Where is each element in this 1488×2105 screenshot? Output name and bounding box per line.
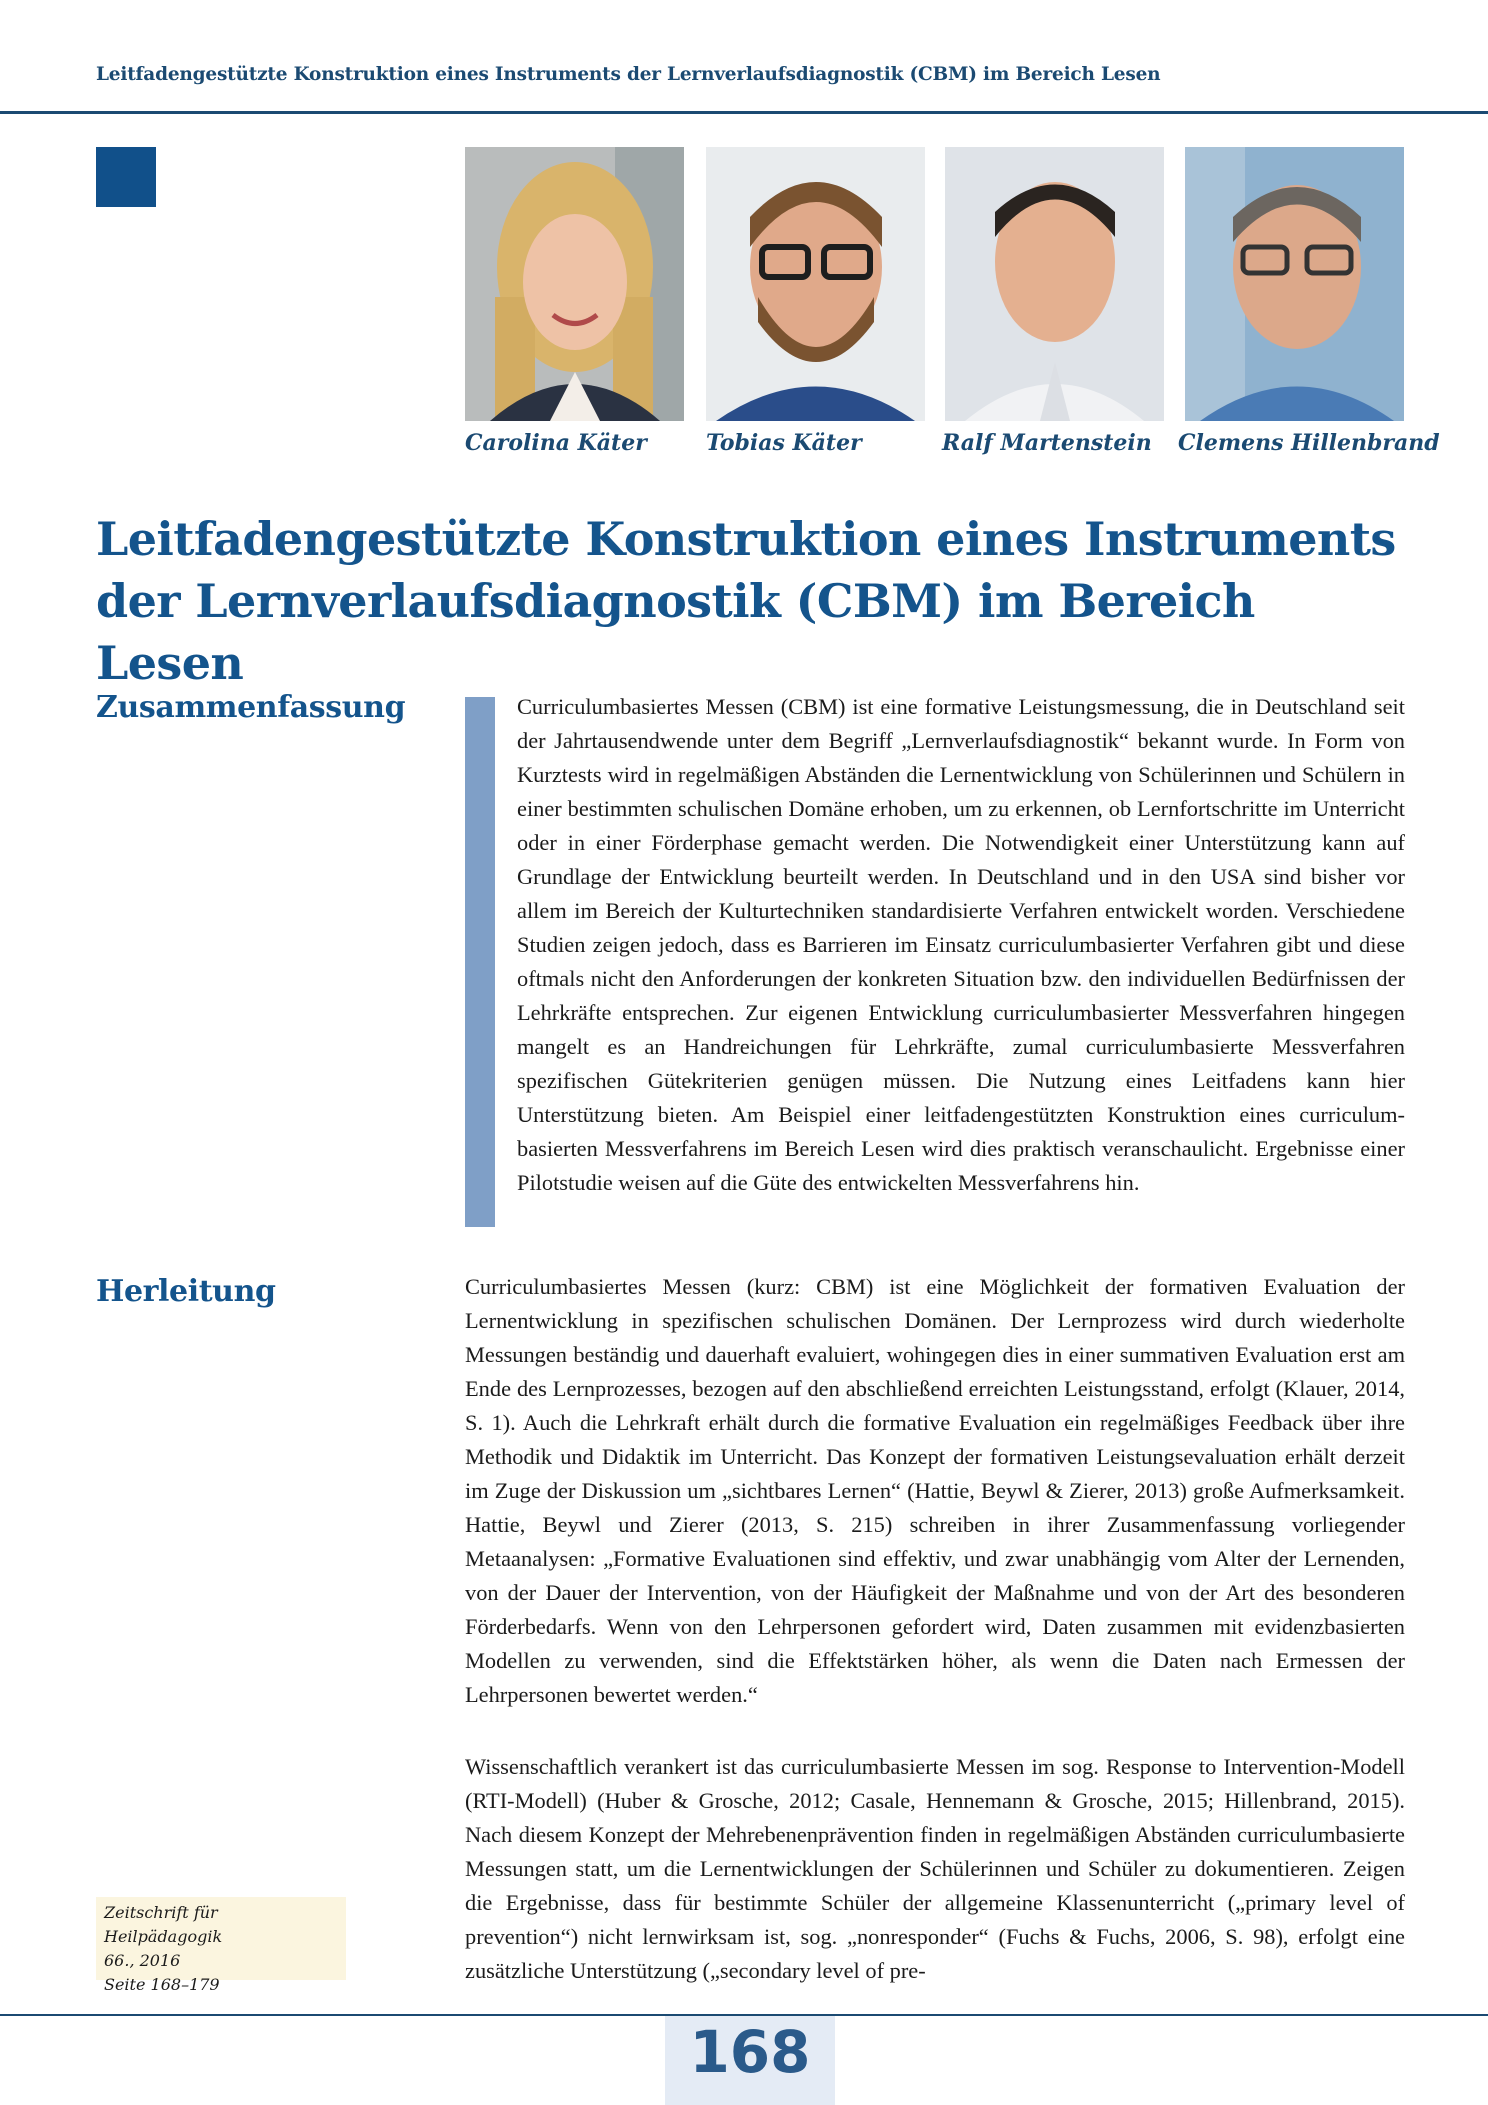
header-rule: [0, 111, 1488, 114]
article-title: [96, 508, 1416, 694]
author-photo-1: [465, 147, 684, 421]
abstract-text: Curriculumbasiertes Messen (CBM) ist eine formative Leistungsmessung, die in Deutschland seit der Jahrtausendwende unter dem Begriff „Lernverlaufsdiagnostik“ bekannt wurde. In Form von Kurztests wird in regelmäßigen Abständen die Lernentwicklung von Schülerinnen und Schülern in einer bestimmten schulischen Domäne erhoben, um zu erkennen, ob Lernfortschritte im Unterricht oder in einer Förderphase gemacht werden. Die Notwendigkeit einer Unterstützung kann auf Grundlage der Entwicklung beurteilt werden. In Deutschland und in den USA sind bisher vor allem im Bereich der Kulturtechniken standardisierte Verfahren entwickelt worden. Verschiedene Studien zeigen jedoch, dass es Barrieren im Einsatz curriculumbasierter Verfahren gibt und diese oftmals nicht den Anforderungen der konkreten Situation bzw. den individuellen Bedürfnissen der Lehrkräfte entsprechen. Zur eigenen Entwicklung curriculumbasierter Messverfahren hingegen mangelt es an Handreichungen für Lehrkräfte, zumal curriculumbasierte Messverfahren spezifischen Gütekriterien genügen müssen. Die Nutzung eines Leitfadens kann hier Unterstützung bieten. Am Beispiel einer leitfadengestützten Konstruktion eines curriculumbasierten Messverfahrens im Bereich Lesen wird dies praktisch veranschaulicht. Ergebnisse einer Pilotstudie weisen auf die Güte des entwickelten Messverfahrens hin.: [517, 694, 1405, 1195]
author-name-4: Clemens Hillenbrand: [1178, 430, 1440, 456]
running-title: Leitfadengestützte Konstruktion eines Instruments der Lernverlaufsdiagnostik (CBM) im Bereich Lesen: [96, 64, 1161, 85]
page-number: 168: [689, 2018, 811, 2086]
journal-volume: 66., 2016: [104, 1951, 181, 1970]
decorative-square: [96, 147, 156, 207]
journal-name: Zeitschrift für Heilpädagogik: [104, 1903, 223, 1946]
body-paragraph-1: Curriculumbasiertes Messen (kurz: CBM) ist eine Möglichkeit der formativen Evaluation der Lernentwicklung in spezifischen schulischen Domänen. Der Lernprozess wird durch wiederholte Messungen beständig und dauerhaft evaluiert, wohingegen dies in einer summativen Evaluation erst am Ende des Lernprozesses, bezogen auf den abschließend erreichten Leistungsstand, erfolgt (Klauer, 2014, S. 1). Auch die Lehrkraft erhält durch die formative Evaluation ein regelmäßiges Feedback über ihre Methodik und Didaktik im Unterricht. Das Konzept der formativen Leistungsevaluation erhält derzeit im Zuge der Diskussion um „sichtbares Lernen“ (Hattie, Beywl & Zierer, 2013) große Aufmerksamkeit. Hattie, Beywl und Zierer (2013, S. 215) schreiben in ihrer Zusammenfassung vorliegender Metaanalysen: „Formative Evaluationen sind effektiv, und zwar unabhängig vom Alter der Lernenden, von der Dauer der Intervention, von der Häufigkeit der Maßnahme und von der Art des besonderen Förderbedarfs. Wenn von den Lehrpersonen gefordert wird, Daten zusammen mit evidenzbasierten Modellen zu verwenden, sind die Effektstärken höher, als wenn die Daten nach Ermessen der Lehrpersonen bewertet werden.“: [465, 1274, 1405, 1707]
article-title-line1: Leitfadengestützte Konstruktion eines Instruments: [96, 512, 1396, 566]
section-heading-herleitung: Herleitung: [96, 1274, 276, 1309]
author-name-1: Carolina Käter: [465, 430, 647, 456]
author-photo-4: [1185, 147, 1404, 421]
author-photo-2: [706, 147, 925, 421]
author-name-3: Ralf Martenstein: [942, 430, 1152, 456]
journal-citation: [96, 1897, 346, 1994]
article-title-line2: der Lernverlaufsdiagnostik (CBM) im Bereich Lesen: [96, 574, 1255, 690]
abstract-heading: Zusammenfassung: [96, 690, 406, 725]
author-name-2: Tobias Käter: [706, 430, 862, 456]
author-photo-3: [945, 147, 1164, 421]
body-paragraph-2: Wissenschaftlich verankert ist das curriculumbasierte Messen im sog. Response to Intervention-Modell (RTI-Modell) (Huber & Grosche, 2012; Casale, Hennemann & Grosche, 2015; Hillenbrand, 2015). Nach diesem Konzept der Mehrebenenprävention finden in regelmäßigen Abständen curriculumbasierte Messungen statt, um die Lernentwicklungen der Schülerinnen und Schüler zu dokumentieren. Zeigen die Ergebnisse, dass für bestimmte Schüler der allgemeine Klassenunterricht („primary level of prevention“) nicht lernwirksam ist, sog. „nonresponder“ (Fuchs & Fuchs, 2006, S. 98), erfolgt eine zusätzliche Unterstützung („secondary level of pre-: [465, 1754, 1405, 1983]
journal-pages: Seite 168–179: [104, 1975, 220, 1994]
abstract-sidebar: [465, 697, 495, 1227]
page-number-box: [665, 2016, 835, 2105]
